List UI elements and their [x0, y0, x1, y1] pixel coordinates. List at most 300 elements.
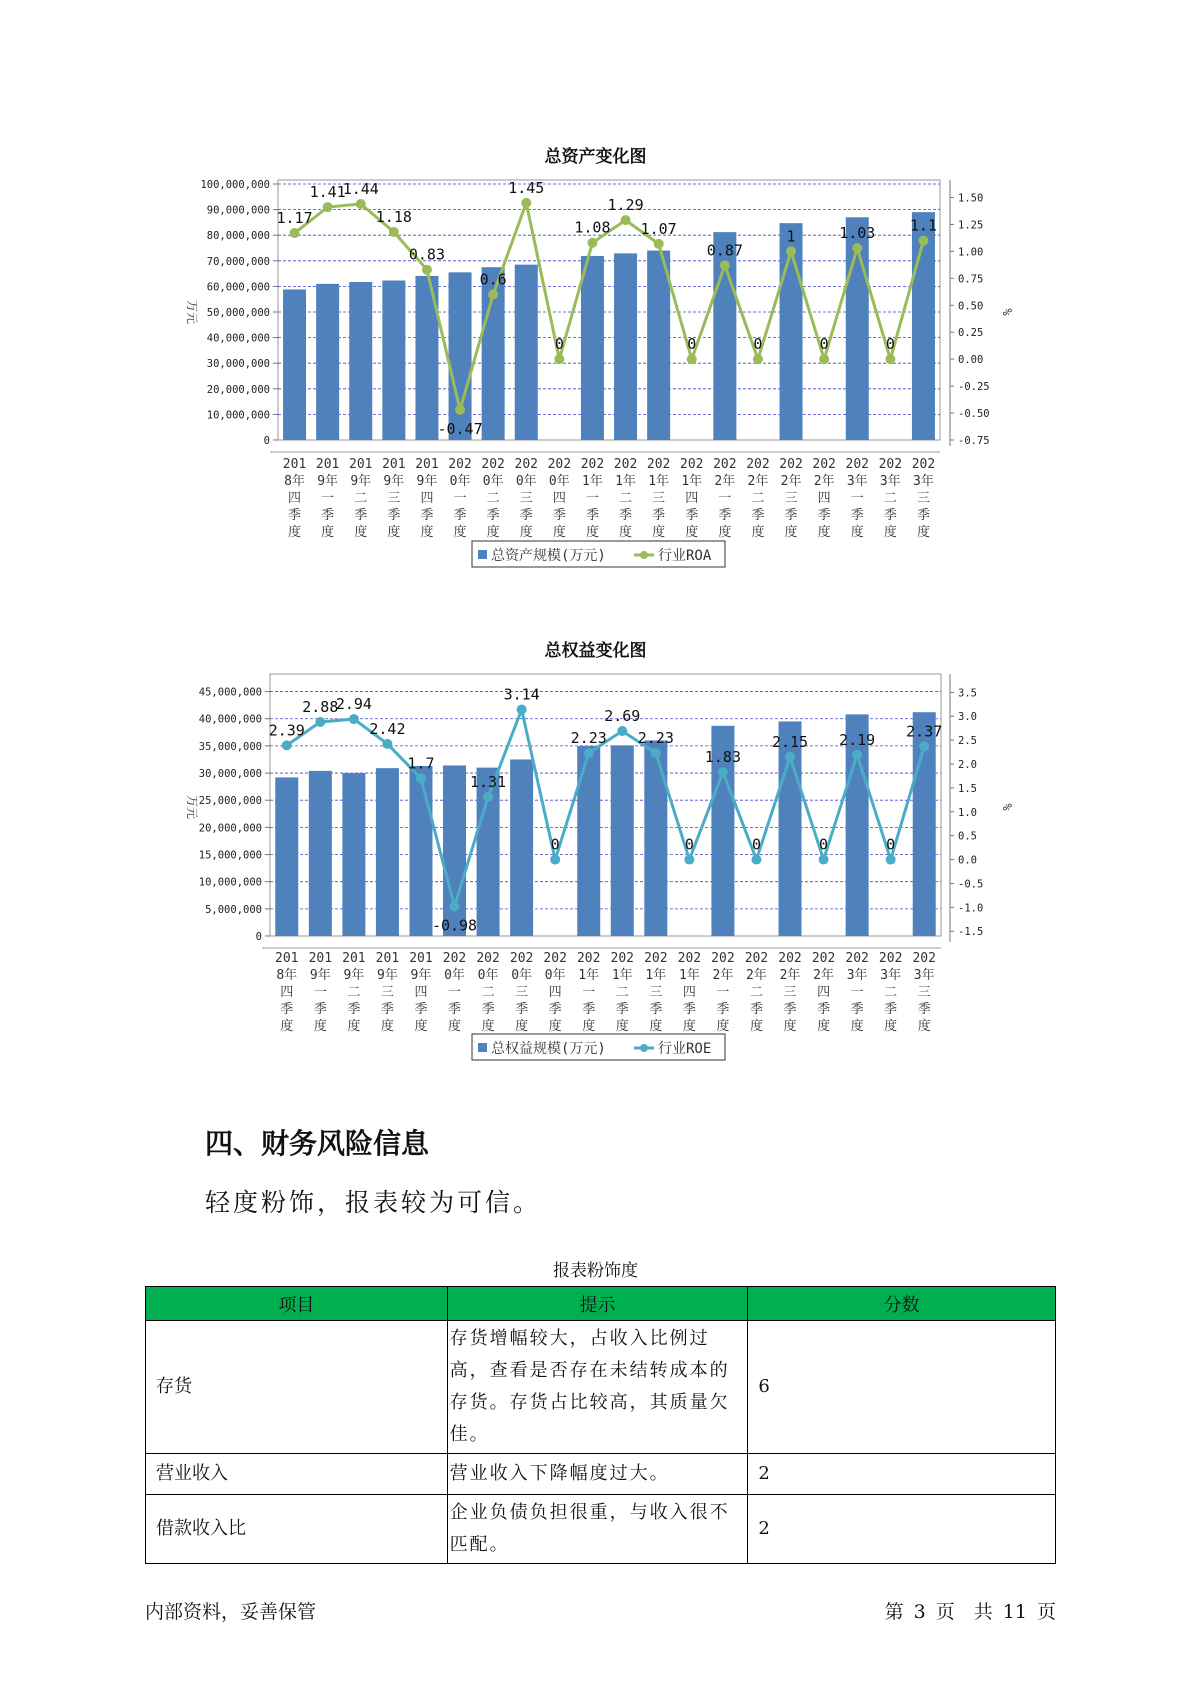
x-tick-label: 9年 — [410, 968, 432, 983]
x-tick-label: 季 — [619, 508, 633, 523]
x-tick-label: 2年 — [779, 968, 801, 983]
bar — [644, 740, 667, 936]
row-score: 2 — [748, 1454, 1056, 1495]
section-summary: 轻度粉饰，报表较为可信。 — [205, 1188, 542, 1217]
y-tick-label: 0 — [263, 435, 270, 447]
x-tick-label: 度 — [354, 525, 368, 540]
x-tick-label: 三 — [515, 985, 529, 1000]
y2-tick-label: -0.5 — [958, 878, 984, 891]
data-label: 0 — [886, 835, 896, 854]
x-tick-label: 202 — [576, 951, 601, 966]
x-tick-label: 202 — [644, 951, 668, 966]
x-tick-label: 9年 — [317, 474, 339, 489]
y-tick-label: 80,000,000 — [206, 230, 270, 243]
y-tick-label: 30,000,000 — [206, 358, 270, 371]
line-point — [483, 792, 493, 802]
y2-tick-label: 2.5 — [958, 735, 977, 748]
bar — [409, 766, 432, 936]
x-tick-label: 一 — [582, 985, 596, 1000]
x-tick-label: 202 — [711, 951, 735, 966]
x-tick-label: 1年 — [615, 474, 636, 489]
y-tick-label: 70,000,000 — [206, 255, 270, 268]
x-tick-label: 0年 — [515, 474, 537, 489]
x-tick-label: 度 — [347, 1019, 361, 1034]
line-point — [349, 714, 359, 724]
x-tick-label: 度 — [548, 1019, 562, 1034]
x-tick-label: 季 — [615, 1002, 629, 1017]
data-label: 1.45 — [508, 178, 545, 197]
x-tick-label: 202 — [744, 951, 769, 966]
x-tick-label: 度 — [321, 525, 335, 540]
y2-tick-label: -0.75 — [958, 435, 990, 447]
y2-tick-label: 1.0 — [958, 806, 977, 819]
x-tick-label: 202 — [912, 951, 936, 966]
y2-axis-label: % — [1000, 803, 1014, 811]
x-tick-label: 度 — [718, 525, 732, 540]
data-label: 1 — [786, 227, 796, 246]
x-tick-label: 季 — [718, 508, 732, 523]
line-point — [315, 717, 325, 727]
data-label: 0 — [819, 835, 829, 854]
x-tick-label: 度 — [652, 525, 666, 540]
section-heading: 四、财务风险信息 — [205, 1127, 430, 1160]
x-tick-label: 1年 — [611, 968, 633, 983]
x-tick-label: 三 — [649, 985, 663, 1000]
x-tick-label: 202 — [476, 951, 500, 966]
x-tick-label: 度 — [585, 525, 599, 540]
y2-tick-label: 0.0 — [958, 854, 977, 867]
data-label: 1.83 — [704, 748, 741, 767]
x-tick-label: 202 — [543, 951, 567, 966]
x-tick-label: 202 — [580, 457, 605, 472]
data-label: 0 — [819, 335, 829, 354]
x-tick-label: 201 — [375, 951, 400, 966]
x-tick-label: 3年 — [879, 474, 901, 489]
x-tick-label: 1年 — [582, 474, 603, 489]
y-tick-label: 10,000,000 — [206, 409, 270, 422]
x-tick-label: 1年 — [681, 474, 703, 489]
x-tick-label: 季 — [380, 1002, 394, 1017]
x-tick-label: 三 — [916, 491, 930, 506]
y2-tick-label: 0.25 — [958, 327, 984, 340]
x-tick-label: 度 — [817, 525, 831, 540]
data-label: 2.88 — [302, 697, 339, 716]
line-point — [382, 739, 392, 749]
x-tick-label: 度 — [313, 1019, 327, 1034]
y2-tick-label: 0.5 — [958, 830, 977, 843]
x-tick-label: 季 — [448, 1002, 462, 1017]
x-tick-label: 三 — [387, 491, 401, 506]
x-tick-label: 202 — [713, 457, 737, 472]
x-tick-label: 度 — [850, 1019, 864, 1034]
footer-confidential: 内部资料，妥善保管 — [145, 1601, 317, 1623]
x-tick-label: 季 — [280, 1002, 294, 1017]
x-tick-label: 二 — [354, 491, 368, 506]
row-item: 营业收入 — [146, 1454, 448, 1495]
x-tick-label: 季 — [916, 508, 930, 523]
y-tick-label: 60,000,000 — [206, 281, 270, 294]
y2-tick-label: 3.5 — [958, 687, 977, 700]
x-tick-label: 0年 — [548, 474, 570, 489]
x-tick-label: 度 — [288, 525, 302, 540]
table-caption: 报表粉饰度 — [553, 1261, 638, 1281]
data-label: 1.41 — [309, 183, 346, 202]
x-tick-label: 2年 — [813, 968, 834, 983]
line-point — [584, 748, 594, 758]
y-tick-label: 45,000,000 — [198, 686, 262, 699]
y-tick-label: 40,000,000 — [206, 332, 270, 345]
line-point — [785, 752, 795, 762]
x-tick-label: 201 — [282, 457, 307, 472]
data-label: 2.23 — [637, 729, 674, 748]
line-point — [651, 748, 661, 758]
y-tick-label: 50,000,000 — [206, 307, 270, 319]
x-tick-label: 3年 — [846, 474, 868, 489]
x-tick-label: 202 — [442, 951, 467, 966]
x-tick-label: 2年 — [780, 474, 802, 489]
x-tick-label: 度 — [749, 1019, 763, 1034]
header-hint: 提示 — [447, 1287, 748, 1321]
x-tick-label: 二 — [749, 985, 763, 1000]
x-tick-label: 度 — [414, 1019, 428, 1034]
line-point — [852, 750, 862, 760]
y-tick-label: 30,000,000 — [198, 768, 262, 781]
x-tick-label: 季 — [420, 508, 434, 523]
y2-tick-label: 0.00 — [958, 354, 984, 367]
x-tick-label: 季 — [682, 1002, 696, 1017]
y2-tick-label: 0.75 — [958, 273, 984, 286]
x-tick-label: 季 — [817, 1002, 831, 1017]
x-tick-label: 0年 — [544, 968, 566, 983]
x-tick-label: 202 — [845, 457, 869, 472]
x-tick-label: 201 — [382, 457, 406, 472]
x-tick-label: 0年 — [511, 968, 533, 983]
x-tick-label: 季 — [751, 508, 765, 523]
x-tick-label: 9年 — [350, 474, 372, 489]
y2-axis-label: % — [1000, 308, 1014, 316]
x-tick-label: 季 — [585, 508, 599, 523]
legend-line-label: 行业ROE — [658, 1041, 712, 1057]
data-label: 1.03 — [839, 224, 876, 243]
x-tick-label: 二 — [619, 491, 633, 506]
y-tick-label: 20,000,000 — [206, 383, 270, 396]
x-tick-label: 度 — [519, 525, 533, 540]
x-tick-label: 三 — [783, 985, 797, 1000]
x-tick-label: 三 — [380, 985, 394, 1000]
x-tick-label: 3年 — [846, 968, 868, 983]
x-tick-label: 度 — [481, 1019, 495, 1034]
x-tick-label: 一 — [850, 985, 864, 1000]
row-item: 存货 — [146, 1321, 448, 1454]
line-point — [886, 855, 896, 865]
x-tick-label: 季 — [481, 1002, 495, 1017]
x-tick-label: 1年 — [578, 968, 600, 983]
legend-bar-label: 总资产规模(万元) — [491, 548, 606, 564]
data-label: 0 — [885, 335, 895, 354]
x-tick-label: 四 — [685, 491, 699, 506]
x-tick-label: 202 — [845, 951, 869, 966]
x-tick-label: 1年 — [648, 474, 670, 489]
row-score: 2 — [748, 1495, 1056, 1564]
x-tick-label: 度 — [582, 1019, 596, 1034]
y2-tick-label: -1.0 — [958, 902, 984, 915]
x-tick-label: 二 — [883, 491, 897, 506]
y-tick-label: 0 — [255, 931, 262, 943]
data-label: 2.94 — [335, 695, 372, 714]
x-tick-label: 二 — [486, 491, 500, 506]
x-tick-label: 四 — [288, 491, 302, 506]
line-point — [684, 855, 694, 865]
x-tick-label: 2年 — [714, 474, 736, 489]
data-label: 0.6 — [479, 270, 507, 289]
x-tick-label: 四 — [280, 985, 294, 1000]
x-tick-label: 202 — [778, 951, 802, 966]
x-tick-label: 季 — [548, 1002, 562, 1017]
x-tick-label: 0年 — [444, 968, 465, 983]
data-label: 1.29 — [607, 196, 644, 215]
line-point — [819, 855, 829, 865]
line-point — [718, 767, 728, 777]
x-tick-label: 度 — [682, 1019, 696, 1034]
y2-tick-label: -0.50 — [958, 408, 990, 421]
x-tick-label: 2年 — [813, 474, 835, 489]
x-tick-label: 202 — [812, 457, 836, 472]
line-point — [617, 726, 627, 736]
x-tick-label: 一 — [716, 985, 730, 1000]
x-tick-label: 202 — [779, 457, 803, 472]
x-tick-label: 201 — [349, 457, 373, 472]
x-tick-label: 度 — [916, 525, 930, 540]
y-tick-label: 10,000,000 — [198, 876, 262, 889]
x-tick-label: 202 — [680, 457, 704, 472]
x-tick-label: 季 — [515, 1002, 529, 1017]
x-tick-label: 度 — [552, 525, 566, 540]
data-label: 2.42 — [369, 719, 406, 738]
x-tick-label: 三 — [917, 985, 931, 1000]
x-tick-label: 202 — [677, 951, 702, 966]
data-label: 1.44 — [342, 179, 379, 198]
table-row — [146, 1454, 1056, 1495]
x-tick-label: 度 — [280, 1019, 294, 1034]
x-tick-label: 季 — [288, 508, 302, 523]
x-tick-label: 季 — [519, 508, 533, 523]
data-label: 1.17 — [276, 209, 313, 228]
x-tick-label: 202 — [646, 457, 671, 472]
bar — [611, 745, 634, 936]
x-tick-label: 201 — [275, 951, 299, 966]
x-tick-label: 度 — [883, 525, 897, 540]
y-tick-label: 5,000,000 — [205, 903, 262, 916]
y2-tick-label: 0.50 — [958, 300, 984, 313]
x-tick-label: 1年 — [645, 968, 667, 983]
x-tick-label: 度 — [453, 525, 467, 540]
risk-table — [145, 1286, 1056, 1564]
data-label: 2.23 — [570, 729, 607, 748]
line-point — [450, 901, 460, 911]
x-tick-label: 季 — [884, 1002, 898, 1017]
data-label: 0.87 — [706, 241, 743, 260]
header-item: 项目 — [146, 1287, 448, 1321]
chart-title: 总资产变化图 — [544, 147, 647, 167]
x-tick-label: 二 — [347, 985, 361, 1000]
x-tick-label: 度 — [685, 525, 699, 540]
x-tick-label: 四 — [414, 985, 428, 1000]
data-label: 0 — [751, 835, 761, 854]
x-tick-label: 202 — [448, 457, 472, 472]
x-tick-label: 202 — [746, 457, 770, 472]
x-tick-label: 度 — [917, 1019, 931, 1034]
x-tick-label: 一 — [321, 491, 335, 506]
data-label: 1.7 — [407, 754, 435, 773]
y2-tick-label: 3.0 — [958, 711, 977, 724]
x-tick-label: 8年 — [284, 474, 305, 489]
x-tick-label: 0年 — [482, 474, 504, 489]
x-tick-label: 度 — [420, 525, 434, 540]
x-tick-label: 四 — [817, 985, 831, 1000]
x-tick-label: 度 — [784, 525, 798, 540]
x-tick-label: 度 — [486, 525, 500, 540]
x-tick-label: 一 — [313, 985, 327, 1000]
y-tick-label: 35,000,000 — [198, 740, 262, 753]
x-tick-label: 度 — [783, 1019, 797, 1034]
x-tick-label: 度 — [515, 1019, 529, 1034]
data-label: 0 — [684, 835, 694, 854]
y-tick-label: 20,000,000 — [198, 822, 262, 835]
x-tick-label: 四 — [552, 491, 566, 506]
x-tick-label: 度 — [387, 525, 401, 540]
x-tick-label: 度 — [850, 525, 864, 540]
x-tick-label: 度 — [649, 1019, 663, 1034]
x-tick-label: 四 — [682, 985, 696, 1000]
data-label: 0 — [687, 335, 697, 354]
table-row — [146, 1321, 1056, 1454]
x-tick-label: 季 — [783, 1002, 797, 1017]
x-tick-label: 季 — [313, 1002, 327, 1017]
data-label: -0.98 — [431, 916, 478, 935]
x-tick-label: 季 — [453, 508, 467, 523]
header-score: 分数 — [748, 1287, 1056, 1321]
line-point — [282, 740, 292, 750]
x-tick-label: 季 — [850, 508, 864, 523]
x-tick-label: 201 — [409, 951, 433, 966]
y-axis-label: 万元 — [185, 794, 199, 820]
x-tick-label: 季 — [850, 1002, 864, 1017]
x-tick-label: 8年 — [276, 968, 298, 983]
x-tick-label: 201 — [415, 457, 439, 472]
x-tick-label: 9年 — [343, 968, 365, 983]
x-tick-label: 3年 — [913, 968, 935, 983]
y-tick-label: 25,000,000 — [198, 795, 262, 808]
x-tick-label: 201 — [315, 457, 340, 472]
x-tick-label: 202 — [811, 951, 836, 966]
x-tick-label: 201 — [308, 951, 333, 966]
legend-line-label: 行业ROA — [658, 548, 712, 564]
y2-tick-label: -0.25 — [958, 381, 990, 394]
x-tick-label: 9年 — [309, 968, 331, 983]
x-tick-label: 一 — [585, 491, 599, 506]
y-tick-label: 40,000,000 — [198, 713, 262, 726]
x-tick-label: 202 — [610, 951, 635, 966]
line-point — [416, 773, 426, 783]
y-axis-label: 万元 — [185, 299, 199, 325]
x-tick-label: 一 — [448, 985, 462, 1000]
x-tick-label: 三 — [519, 491, 533, 506]
x-tick-label: 2年 — [747, 474, 769, 489]
data-label: 2.37 — [906, 722, 943, 741]
x-tick-label: 二 — [615, 985, 629, 1000]
x-tick-label: 度 — [751, 525, 765, 540]
x-tick-label: 二 — [751, 491, 765, 506]
y2-tick-label: 1.5 — [958, 782, 977, 795]
x-tick-label: 0年 — [477, 968, 499, 983]
table-row — [146, 1495, 1056, 1564]
bar — [510, 759, 533, 936]
bar — [342, 773, 365, 936]
x-tick-label: 度 — [619, 525, 633, 540]
x-tick-label: 季 — [354, 508, 368, 523]
x-tick-label: 季 — [883, 508, 897, 523]
y2-tick-label: 1.50 — [958, 192, 984, 205]
x-tick-label: 季 — [582, 1002, 596, 1017]
x-tick-label: 202 — [613, 457, 638, 472]
data-label: 0 — [753, 335, 763, 354]
row-hint: 存货增幅较大，占收入比例过高，查看是否存在未结转成本的存货。存货占比较高，其质量欠佳。 — [447, 1321, 748, 1454]
legend-line-marker — [640, 1044, 648, 1052]
y2-tick-label: 1.25 — [958, 219, 984, 232]
x-tick-label: 季 — [749, 1002, 763, 1017]
y-tick-label: 100,000,000 — [200, 179, 270, 191]
row-item: 借款收入比 — [146, 1495, 448, 1564]
y2-tick-label: -1.5 — [958, 926, 984, 939]
x-tick-label: 9年 — [416, 474, 438, 489]
x-tick-label: 一 — [453, 491, 467, 506]
row-score: 6 — [748, 1321, 1056, 1454]
y-tick-label: 15,000,000 — [198, 849, 262, 862]
row-hint: 营业收入下降幅度过大。 — [447, 1454, 748, 1495]
line-point — [751, 855, 761, 865]
data-label: 2.69 — [604, 707, 641, 726]
x-tick-label: 9年 — [377, 968, 398, 983]
x-tick-label: 四 — [817, 491, 831, 506]
x-tick-label: 202 — [911, 457, 936, 472]
x-tick-label: 季 — [347, 1002, 361, 1017]
data-label: 2.39 — [268, 721, 305, 740]
x-tick-label: 202 — [514, 457, 538, 472]
bar — [376, 768, 399, 936]
x-tick-label: 季 — [652, 508, 666, 523]
x-tick-label: 季 — [414, 1002, 428, 1017]
x-tick-label: 9年 — [383, 474, 405, 489]
y2-tick-label: 1.00 — [958, 246, 984, 259]
x-tick-label: 季 — [917, 1002, 931, 1017]
line-point — [517, 705, 527, 715]
x-tick-label: 二 — [481, 985, 495, 1000]
x-tick-label: 202 — [878, 951, 903, 966]
x-tick-label: 202 — [481, 457, 505, 472]
x-tick-label: 季 — [716, 1002, 730, 1017]
x-tick-label: 度 — [615, 1019, 629, 1034]
bar — [309, 771, 332, 936]
legend-bar-label: 总权益规模(万元) — [491, 1041, 606, 1057]
x-tick-label: 季 — [552, 508, 566, 523]
bar — [275, 777, 298, 936]
x-tick-label: 3年 — [880, 968, 902, 983]
data-label: 1.18 — [375, 207, 412, 226]
data-label: 0 — [550, 835, 560, 854]
x-tick-label: 度 — [448, 1019, 462, 1034]
x-tick-label: 202 — [878, 457, 903, 472]
x-tick-label: 三 — [652, 491, 666, 506]
